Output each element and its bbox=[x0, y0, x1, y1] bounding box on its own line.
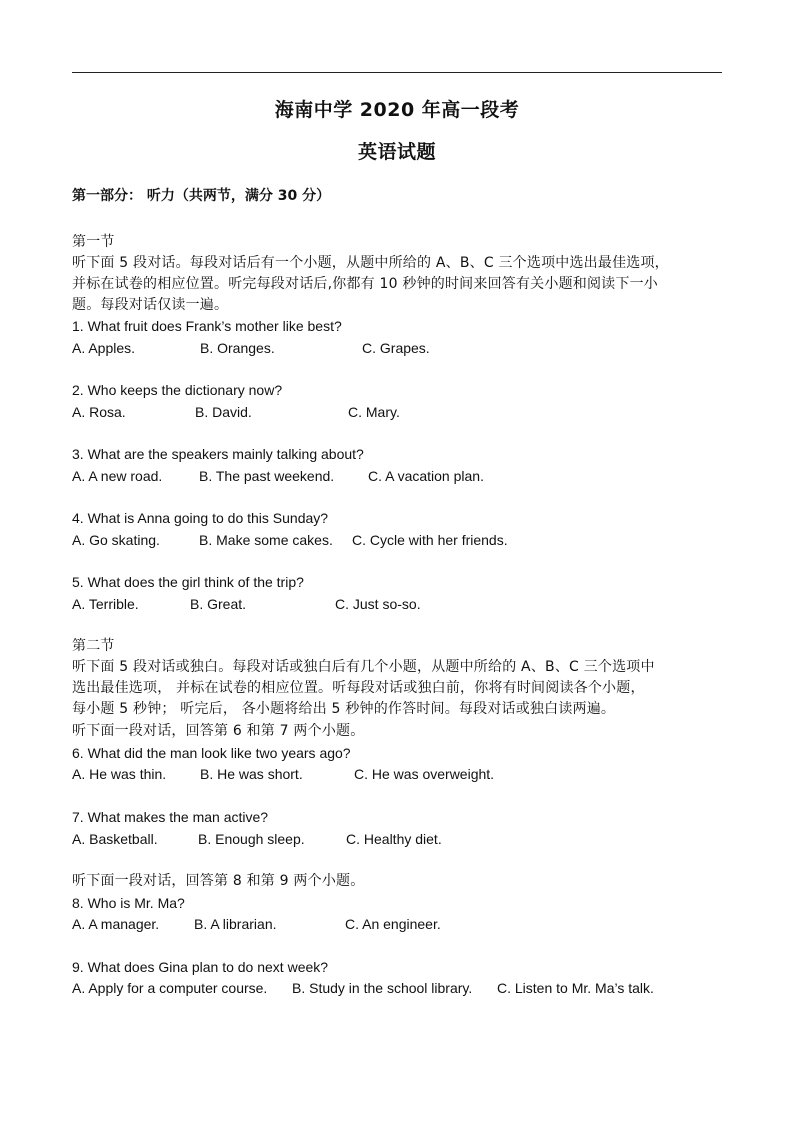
exam-subtitle: 英语试题 bbox=[357, 141, 436, 163]
exam-title: 海南中学 2020 年高一段考 bbox=[274, 99, 520, 121]
q9-option-c: C. Listen to Mr. Ma’s talk. bbox=[497, 980, 654, 996]
q7-option-b: B. Enough sleep. bbox=[198, 831, 305, 847]
q7-option-a: A. Basketball. bbox=[72, 831, 158, 847]
q8-option-c: C. An engineer. bbox=[345, 916, 441, 932]
q8-option-b: B. A librarian. bbox=[194, 916, 277, 932]
section2-instructions-line3: 每小题 5 秒钟； 听完后， 各小题将给出 5 秒钟的作答时间。每段对话或独白读两遍。 bbox=[72, 701, 616, 717]
section1-label: 第一节 bbox=[72, 234, 115, 250]
section1-instructions-line2: 并标在试卷的相应位置。听完每段对话后,你都有 10 秒钟的时间来回答有关小题和阅读下一小 bbox=[72, 276, 658, 292]
group1-prompt: 听下面一段对话，回答第 6 和第 7 两个小题。 bbox=[72, 723, 365, 739]
question-1: 1. What fruit does Frank’s mother like best? bbox=[72, 318, 342, 334]
q2-option-b: B. David. bbox=[195, 404, 252, 420]
q2-option-a: A. Rosa. bbox=[72, 404, 126, 420]
q1-option-a: A. Apples. bbox=[72, 340, 136, 356]
section2-label: 第二节 bbox=[72, 638, 115, 654]
question-8: 8. Who is Mr. Ma? bbox=[72, 895, 185, 911]
q4-option-b: B. Make some cakes. bbox=[199, 532, 333, 548]
question-6: 6. What did the man look like two years ago? bbox=[72, 745, 351, 761]
q5-option-c: C. Just so-so. bbox=[335, 596, 421, 612]
section1-instructions-line1: 听下面 5 段对话。每段对话后有一个小题，从题中所给的 A、B、C 三个选项中选出最佳选项， bbox=[72, 255, 669, 271]
section2-instructions-line2: 选出最佳选项， 并标在试卷的相应位置。听每段对话或独白前，你将有时间阅读各个小题， bbox=[72, 680, 645, 696]
q9-option-a: A. Apply for a computer course. bbox=[72, 980, 268, 996]
q5-option-a: A. Terrible. bbox=[72, 596, 139, 612]
question-5: 5. What does the girl think of the trip? bbox=[72, 574, 304, 590]
q3-option-c: C. A vacation plan. bbox=[368, 468, 484, 484]
q8-option-a: A. A manager. bbox=[72, 916, 160, 932]
q5-option-b: B. Great. bbox=[190, 596, 247, 612]
q6-option-c: C. He was overweight. bbox=[354, 766, 495, 782]
q6-option-b: B. He was short. bbox=[200, 766, 303, 782]
part1-heading: 第一部分： 听力（共两节，满分 30 分） bbox=[72, 188, 331, 204]
q1-option-c: C. Grapes. bbox=[362, 340, 430, 356]
q9-option-b: B. Study in the school library. bbox=[292, 980, 473, 996]
question-4: 4. What is Anna going to do this Sunday? bbox=[72, 510, 329, 526]
header-rule bbox=[72, 72, 722, 73]
q2-option-c: C. Mary. bbox=[348, 404, 400, 420]
question-7: 7. What makes the man active? bbox=[72, 809, 269, 825]
question-2: 2. Who keeps the dictionary now? bbox=[72, 382, 283, 398]
q6-option-a: A. He was thin. bbox=[72, 766, 167, 782]
group2-prompt: 听下面一段对话，回答第 8 和第 9 两个小题。 bbox=[72, 873, 365, 889]
q7-option-c: C. Healthy diet. bbox=[346, 831, 442, 847]
q4-option-a: A. Go skating. bbox=[72, 532, 160, 548]
question-3: 3. What are the speakers mainly talking about? bbox=[72, 446, 364, 462]
section1-instructions-line3: 题。每段对话仅读一遍。 bbox=[72, 297, 229, 313]
question-9: 9. What does Gina plan to do next week? bbox=[72, 959, 329, 975]
q3-option-b: B. The past weekend. bbox=[199, 468, 335, 484]
q3-option-a: A. A new road. bbox=[72, 468, 163, 484]
section2-instructions-line1: 听下面 5 段对话或独白。每段对话或独白后有几个小题，从题中所给的 A、B、C 三个选项中 bbox=[72, 659, 655, 675]
q1-option-b: B. Oranges. bbox=[200, 340, 275, 356]
q4-option-c: C. Cycle with her friends. bbox=[352, 532, 508, 548]
